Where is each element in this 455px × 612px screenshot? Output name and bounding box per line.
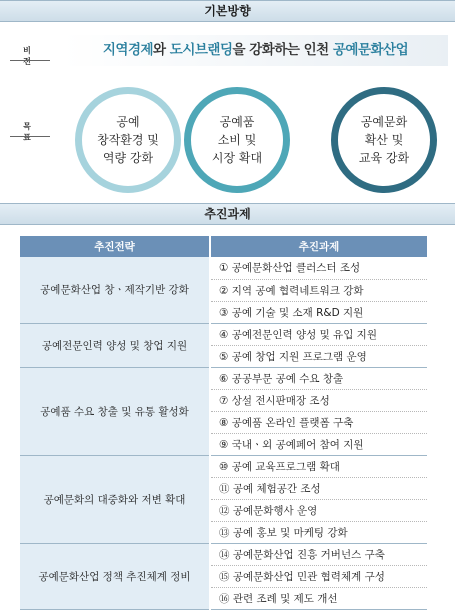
table-row (20, 257, 427, 279)
task-cell: ③ 공예 기술 및 소재 R&D 지원 (210, 301, 427, 323)
vision-label-underline (10, 60, 50, 61)
table-row (20, 543, 427, 565)
goal-text-2: 공예품 소비 및 시장 확대 (211, 115, 263, 165)
basic-direction-header: 기본방향 (0, 0, 455, 22)
task-cell: ⑧ 공예품 온라인 플랫폼 구축 (210, 411, 427, 433)
vision-statement (63, 35, 448, 66)
task-cell: ⑮ 공예문화산업 민관 협력체계 구성 (210, 565, 427, 587)
table-row (20, 367, 427, 389)
goal-circle-1 (75, 87, 181, 193)
vision-part-and: 와 (153, 42, 170, 58)
goal-circle-3 (331, 87, 437, 193)
strategy-cell: 공예전문인력 양성 및 창업 지원 (20, 323, 210, 367)
task-column-header: 추진과제 (210, 236, 427, 257)
task-cell: ⑯ 관련 조례 및 제도 개선 (210, 587, 427, 609)
task-cell: ⑭ 공예문화산업 진흥 거버넌스 구축 (210, 543, 427, 565)
strategy-cell: 공예문화산업 창ㆍ제작기반 강화 (20, 257, 210, 323)
tasks-section-header: 추진과제 (0, 203, 455, 225)
strategy-cell: 공예품 수요 창출 및 유통 활성화 (20, 367, 210, 455)
task-cell: ⑤ 공예 창업 지원 프로그램 운영 (210, 345, 427, 367)
strategy-column-header: 추진전략 (20, 236, 210, 257)
vision-label: 비 전 (23, 46, 39, 66)
task-cell: ① 공예문화산업 클러스터 조성 (210, 257, 427, 279)
task-cell: ⑦ 상설 전시판매장 조성 (210, 389, 427, 411)
vision-part-strengthen-incheon: 을 강화하는 인천 (232, 42, 333, 58)
task-cell: ⑬ 공예 홍보 및 마케팅 강화 (210, 521, 427, 543)
task-cell: ⑨ 국내ㆍ외 공예페어 참여 지원 (210, 433, 427, 455)
task-cell: ⑩ 공예 교육프로그램 확대 (210, 455, 427, 477)
task-cell: ⑥ 공공부문 공예 수요 창출 (210, 367, 427, 389)
table-row (20, 323, 427, 345)
task-cell: ④ 공예전문인력 양성 및 유입 지원 (210, 323, 427, 345)
goal-text-1: 공예 창작환경 및 역량 강화 (97, 115, 159, 165)
task-cell: ⑫ 공예문화행사 운영 (210, 499, 427, 521)
strategy-cell: 공예문화의 대중화와 저변 확대 (20, 455, 210, 543)
tasks-table-body (20, 257, 427, 609)
strategy-cell: 공예문화산업 정책 추진체계 정비 (20, 543, 210, 609)
tasks-table-header-row (20, 236, 427, 257)
goal-text-3: 공예문화 확산 및 교육 강화 (358, 115, 410, 165)
task-cell: ⑪ 공예 체험공간 조성 (210, 477, 427, 499)
vision-part-craft-industry: 공예문화산업 (332, 42, 409, 58)
goal-label: 목 표 (23, 122, 39, 142)
vision-part-city-branding: 도시브랜딩 (169, 42, 233, 58)
table-row (20, 455, 427, 477)
goal-label-underline (10, 136, 50, 137)
tasks-table (20, 236, 427, 610)
task-cell: ② 지역 공예 협력네트워크 강화 (210, 279, 427, 301)
goal-circle-2 (184, 87, 290, 193)
vision-part-regional-economy: 지역경제 (102, 42, 154, 58)
